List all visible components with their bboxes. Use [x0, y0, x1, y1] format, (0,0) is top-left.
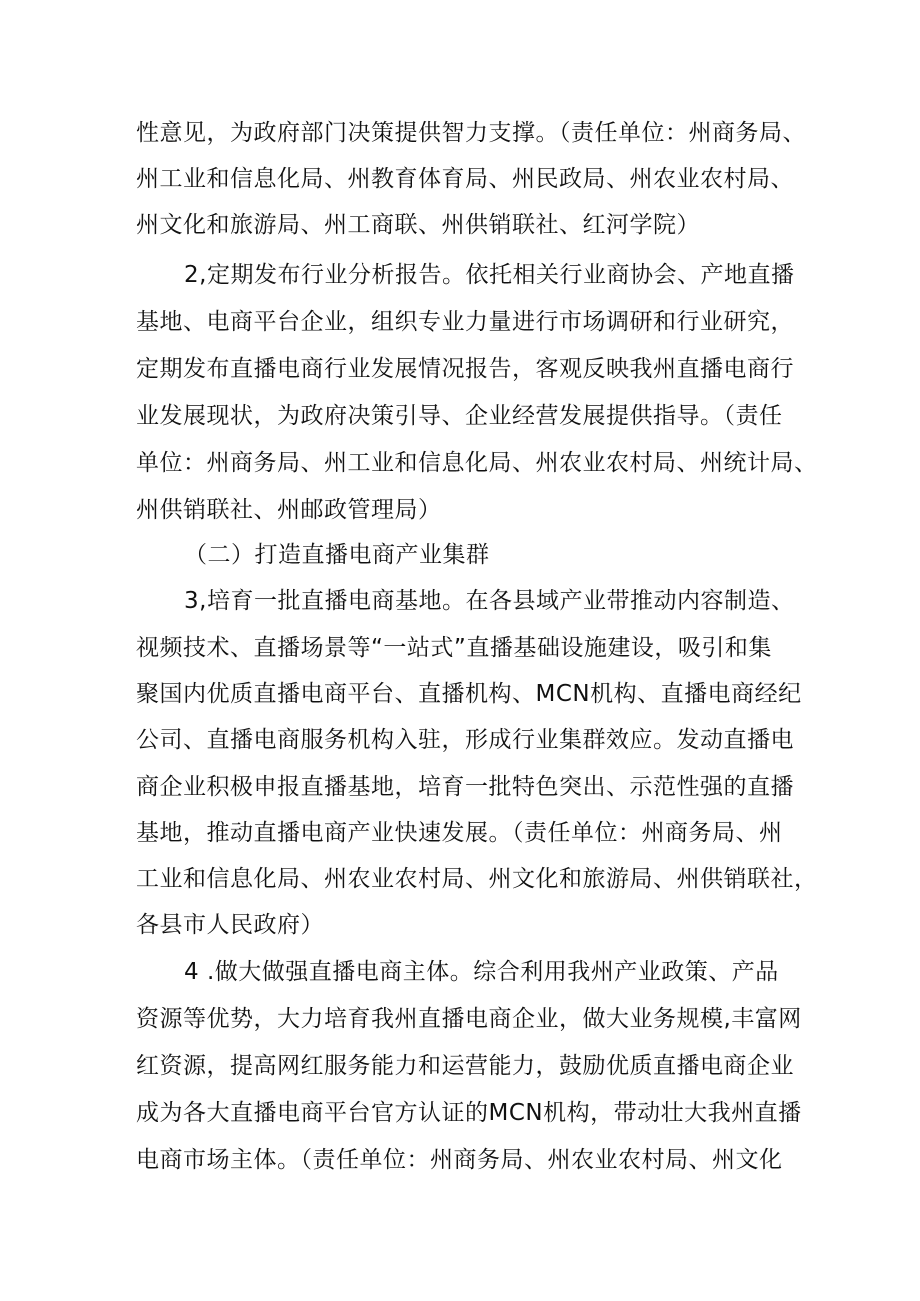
text-line: 基地、电商平台企业，组织专业力量进行市场调研和行业研究， — [136, 309, 794, 335]
text-line: 单位：州商务局、州工业和信息化局、州农业农村局、州统计局、 — [136, 450, 818, 476]
text-line: 2,定期发布行业分析报告。依托相关行业商协会、产地直播 — [184, 262, 795, 288]
text-line: 电商市场主体。（责任单位：州商务局、州农业农村局、州文化 — [136, 1147, 783, 1173]
text-line: 州文化和旅游局、州工商联、州供销联社、红河学院） — [136, 212, 700, 238]
text-line: 州工业和信息化局、州教育体育局、州民政局、州农业农村局、 — [136, 166, 794, 192]
text-line: 各县市人民政府） — [136, 912, 324, 938]
text-line: 资源等优势，大力培育我州直播电商企业，做大业务规模,丰富网 — [136, 1006, 802, 1032]
text-line: 商企业积极申报直播基地，培育一批特色突出、示范性强的直播 — [136, 774, 794, 800]
text-line: 公司、直播电商服务机构入驻，形成行业集群效应。发动直播电 — [136, 727, 794, 753]
text-line: 红资源，提高网红服务能力和运营能力，鼓励优质直播电商企业 — [136, 1053, 794, 1079]
text-line: 工业和信息化局、州农业农村局、州文化和旅游局、州供销联社， — [136, 866, 818, 892]
text-line: 3,培育一批直播电商基地。在各县域产业带推动内容制造、 — [184, 588, 795, 614]
text-line: 成为各大直播电商平台官方认证的MCN机构，带动壮大我州直播 — [136, 1100, 802, 1126]
section-heading: （二）打造直播电商产业集群 — [184, 542, 490, 568]
text-line: 基地，推动直播电商产业快速发展。（责任单位：州商务局、州 — [136, 820, 783, 846]
text-line: 4 .做大做强直播电商主体。综合利用我州产业政策、产品 — [184, 959, 779, 985]
text-line: 业发展现状，为政府决策引导、企业经营发展提供指导。（责任 — [136, 403, 783, 429]
text-line: 视频技术、直播场景等“一站式”直播基础设施建设，吸引和集 — [136, 635, 772, 661]
text-line: 聚国内优质直播电商平台、直播机构、MCN机构、直播电商经纪 — [136, 681, 802, 707]
text-line: 州供销联社、州邮政管理局） — [136, 497, 442, 523]
text-line: 定期发布直播电商行业发展情况报告，客观反映我州直播电商行 — [136, 356, 794, 382]
text-line: 性意见，为政府部门决策提供智力支撑。（责任单位：州商务局、 — [136, 120, 806, 146]
